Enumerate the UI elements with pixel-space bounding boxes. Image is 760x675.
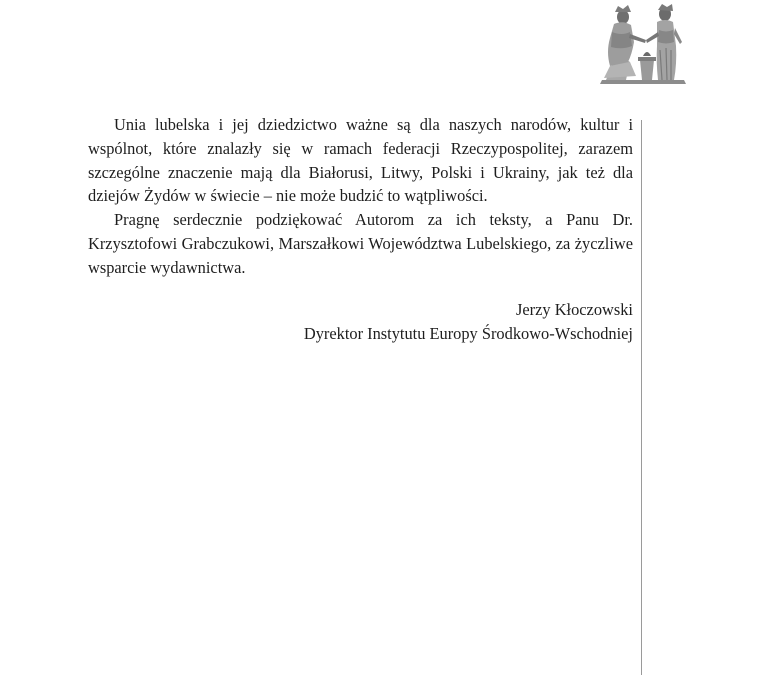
paragraph-1: Unia lubelska i jej dziedzictwo ważne są dla naszych narodów, kultur i wspólnot, które znalazły się w ramach federacji Rzeczypospolitej, zarazem szczególne znaczenie mają dla Białorusi, Litwy, Polski i Ukrainy, jak też dla dziejów Żydów w świecie – nie może budzić to wątpliwości. bbox=[88, 115, 633, 206]
paragraph-2: Pragnę serdecznie podziękować Autorom za ich teksty, a Panu Dr. Krzysztofowi Grabczukowi, Marszałkowi Województwa Lubelskiego, za życzliwe wsparcie wydawnictwa. bbox=[88, 210, 633, 277]
two-classical-figures-engraving-icon bbox=[596, 2, 690, 88]
margin-rule bbox=[641, 120, 642, 675]
body-text bbox=[88, 113, 633, 280]
signature-name: Jerzy Kłoczowski bbox=[516, 300, 633, 319]
signature-block bbox=[300, 298, 633, 346]
signature-title: Dyrektor Instytutu Europy Środkowo-Wschodniej bbox=[303, 323, 633, 343]
